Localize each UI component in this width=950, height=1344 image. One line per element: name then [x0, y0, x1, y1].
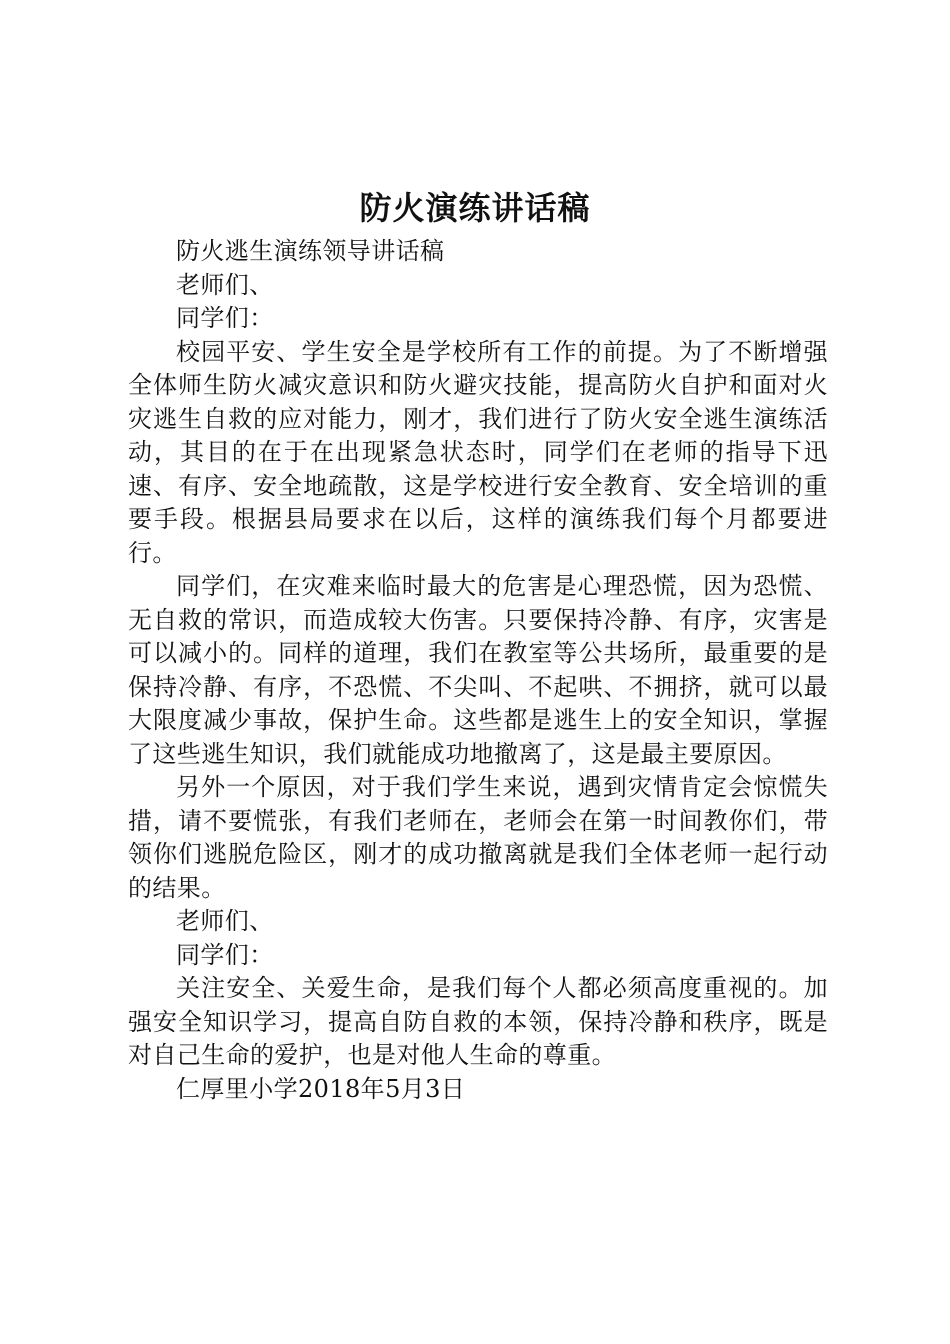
salutation-teachers: 老师们、 [176, 907, 274, 935]
body-paragraph: 同学们，在灾难来临时最大的危害是心理恐慌，因为恐慌、无自救的常识，而造成较大伤害。只要保持冷静、有序，灾害是可以减小的。同样的道理，我们在教室等公共场所，最重要的是保持冷静、有序，不恐慌、不尖叫、不起哄、不拥挤，就可以最大限度减少事故，保护生命。这些都是逃生上的安全知识，掌握了这些逃生知识，我们就能成功地撤离了，这是最主要原因。 [128, 572, 828, 768]
salutation-students: 同学们： [176, 304, 274, 332]
body-paragraph: 另外一个原因，对于我们学生来说，遇到灾情肯定会惊慌失措，请不要慌张，有我们老师在，老师会在第一时间教你们，带领你们逃脱危险区，刚才的成功撤离就是我们全体老师一起行动的结果。 [128, 773, 828, 902]
salutation-students: 同学们： [176, 940, 274, 969]
subtitle-paragraph: 防火逃生演练领导讲话稿 [176, 237, 445, 265]
body-paragraph: 关注安全、关爱生命，是我们每个人都必须高度重视的。加强安全知识学习，提高自防自救的本领，保持冷静和秩序，既是对自己生命的爱护，也是对他人生命的尊重。 [128, 974, 828, 1069]
document-body [128, 235, 828, 1106]
body-paragraph: 校园平安、学生安全是学校所有工作的前提。为了不断增强全体师生防火减灾意识和防火避灾技能，提高防火自护和面对火灾逃生自救的应对能力，刚才，我们进行了防火安全逃生演练活动，其目的在于在出现紧急状态时，同学们在老师的指导下迅速、有序、安全地疏散，这是学校进行安全教育、安全培训的重要手段。根据县局要求在以后，这样的演练我们每个月都要进行。 [128, 337, 828, 567]
salutation-teachers: 老师们、 [176, 270, 274, 299]
document-title: 防火演练讲话稿 [359, 189, 591, 227]
signature-date: 仁厚里小学2018年5月3日 [176, 1074, 466, 1103]
